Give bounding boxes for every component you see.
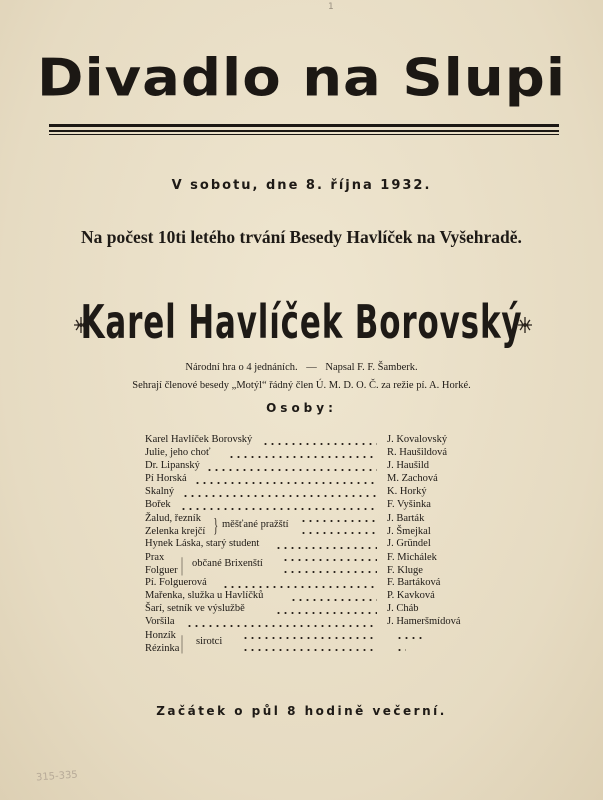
dot-leader xyxy=(300,530,377,536)
cast-group-orphans xyxy=(0,629,603,655)
title-rule-middle xyxy=(49,130,559,132)
cast-row xyxy=(0,538,603,551)
brace-icon: | xyxy=(181,632,184,654)
dot-leader xyxy=(282,557,377,563)
cast-role: Skalný xyxy=(145,486,175,497)
brace-icon: | xyxy=(181,554,184,576)
play-genre: Národní hra o 4 jednáních. xyxy=(185,362,298,373)
cast-heading: Osoby: xyxy=(266,401,337,415)
right-ornament-icon xyxy=(514,314,536,336)
cast-row xyxy=(0,434,603,447)
cast-list xyxy=(0,432,603,652)
cast-role: Folguer xyxy=(145,565,178,576)
cast-actor: J. Kovalovský xyxy=(387,434,448,445)
performers-line: Sehrají členové besedy „Motýl“ řádný člen Ú. M. D. O. Č. za režie pí. A. Horké. xyxy=(132,380,471,391)
cast-actor: F. Kluge xyxy=(387,565,423,576)
cast-role: Pí. Folguerová xyxy=(145,577,207,588)
cast-actor: P. Kavková xyxy=(387,590,435,601)
performance-date: V sobotu, dne 8. října 1932. xyxy=(171,178,432,193)
cast-row xyxy=(0,616,603,629)
cast-role: Zelenka krejčí xyxy=(145,526,206,537)
dot-leader xyxy=(282,569,377,575)
group-label: sirotci xyxy=(196,636,223,647)
cast-actor: J. Barták xyxy=(387,513,425,524)
cast-actor: J. Hameršmídová xyxy=(387,616,461,627)
dot-leader xyxy=(396,635,424,641)
cast-group-prague-burghers xyxy=(0,512,603,538)
cast-actor: M. Zachová xyxy=(387,473,438,484)
cast-row xyxy=(0,499,603,512)
group-label: občané Brixenští xyxy=(192,558,263,569)
cast-role: Voršila xyxy=(145,616,175,627)
play-subtitle xyxy=(0,362,603,373)
group-roles xyxy=(145,551,178,577)
cast-row xyxy=(0,590,603,603)
cast-role: Dr. Lipanský xyxy=(145,460,200,471)
cast-actor: F. Bartáková xyxy=(387,577,441,588)
group-roles xyxy=(145,629,179,655)
cast-actor: R. Haušildová xyxy=(387,447,448,458)
start-time: Začátek o půl 8 hodině večerní. xyxy=(156,704,447,718)
cast-row xyxy=(0,603,603,616)
cast-role: Bořek xyxy=(145,499,171,510)
cast-actor: J. Haušild xyxy=(387,460,429,471)
dot-leader xyxy=(396,647,406,653)
group-roles xyxy=(145,512,205,538)
cast-role: Julie, jeho choť xyxy=(145,447,211,458)
title-rule-thick xyxy=(49,124,559,127)
play-title: Karel Havlíček Borovský xyxy=(80,296,523,350)
cast-actor: J. Gründel xyxy=(387,538,431,549)
dot-leader xyxy=(242,647,377,653)
cast-actor: J. Cháb xyxy=(387,603,419,614)
play-author: Napsal F. F. Šamberk. xyxy=(325,362,418,373)
cast-role: Mařenka, služka u Havlíčků xyxy=(145,590,264,601)
group-actors xyxy=(387,551,437,577)
occasion-line: Na počest 10ti letého trvání Besedy Havlíček na Vyšehradě. xyxy=(81,227,522,247)
cast-role: Karel Havlíček Borovský xyxy=(145,434,253,445)
brace-icon: } xyxy=(213,515,219,537)
cast-role: Šarí, setník ve výslužbě xyxy=(145,603,245,614)
dot-leader xyxy=(300,518,377,524)
cast-role: Žalud, řezník xyxy=(145,513,201,524)
cast-row xyxy=(0,486,603,499)
cast-row xyxy=(0,473,603,486)
cast-role: Rézinka xyxy=(145,643,180,654)
cast-actor: F. Michálek xyxy=(387,552,437,563)
pencil-page-number: 1 xyxy=(328,2,334,12)
pencil-inventory-note: 315-335 xyxy=(35,769,79,784)
group-label: měšťané pražští xyxy=(222,519,289,530)
cast-row xyxy=(0,447,603,460)
cast-role: Hynek Láska, starý student xyxy=(145,538,260,549)
subtitle-separator: — xyxy=(306,362,317,373)
title-rule-thin xyxy=(49,134,559,135)
cast-row xyxy=(0,460,603,473)
cast-row xyxy=(0,577,603,590)
cast-group-brixen-citizens xyxy=(0,551,603,577)
cast-actor: F. Vyšinka xyxy=(387,499,431,510)
cast-role: Honzík xyxy=(145,630,176,641)
dot-leader xyxy=(242,635,377,641)
cast-role: Pí Horská xyxy=(145,473,187,484)
theatre-title: Divadlo na Slupi xyxy=(36,48,567,109)
cast-actor: K. Horký xyxy=(387,486,427,497)
cast-actor: J. Šmejkal xyxy=(387,526,431,537)
cast-role: Prax xyxy=(145,552,165,563)
group-actors xyxy=(387,512,431,538)
